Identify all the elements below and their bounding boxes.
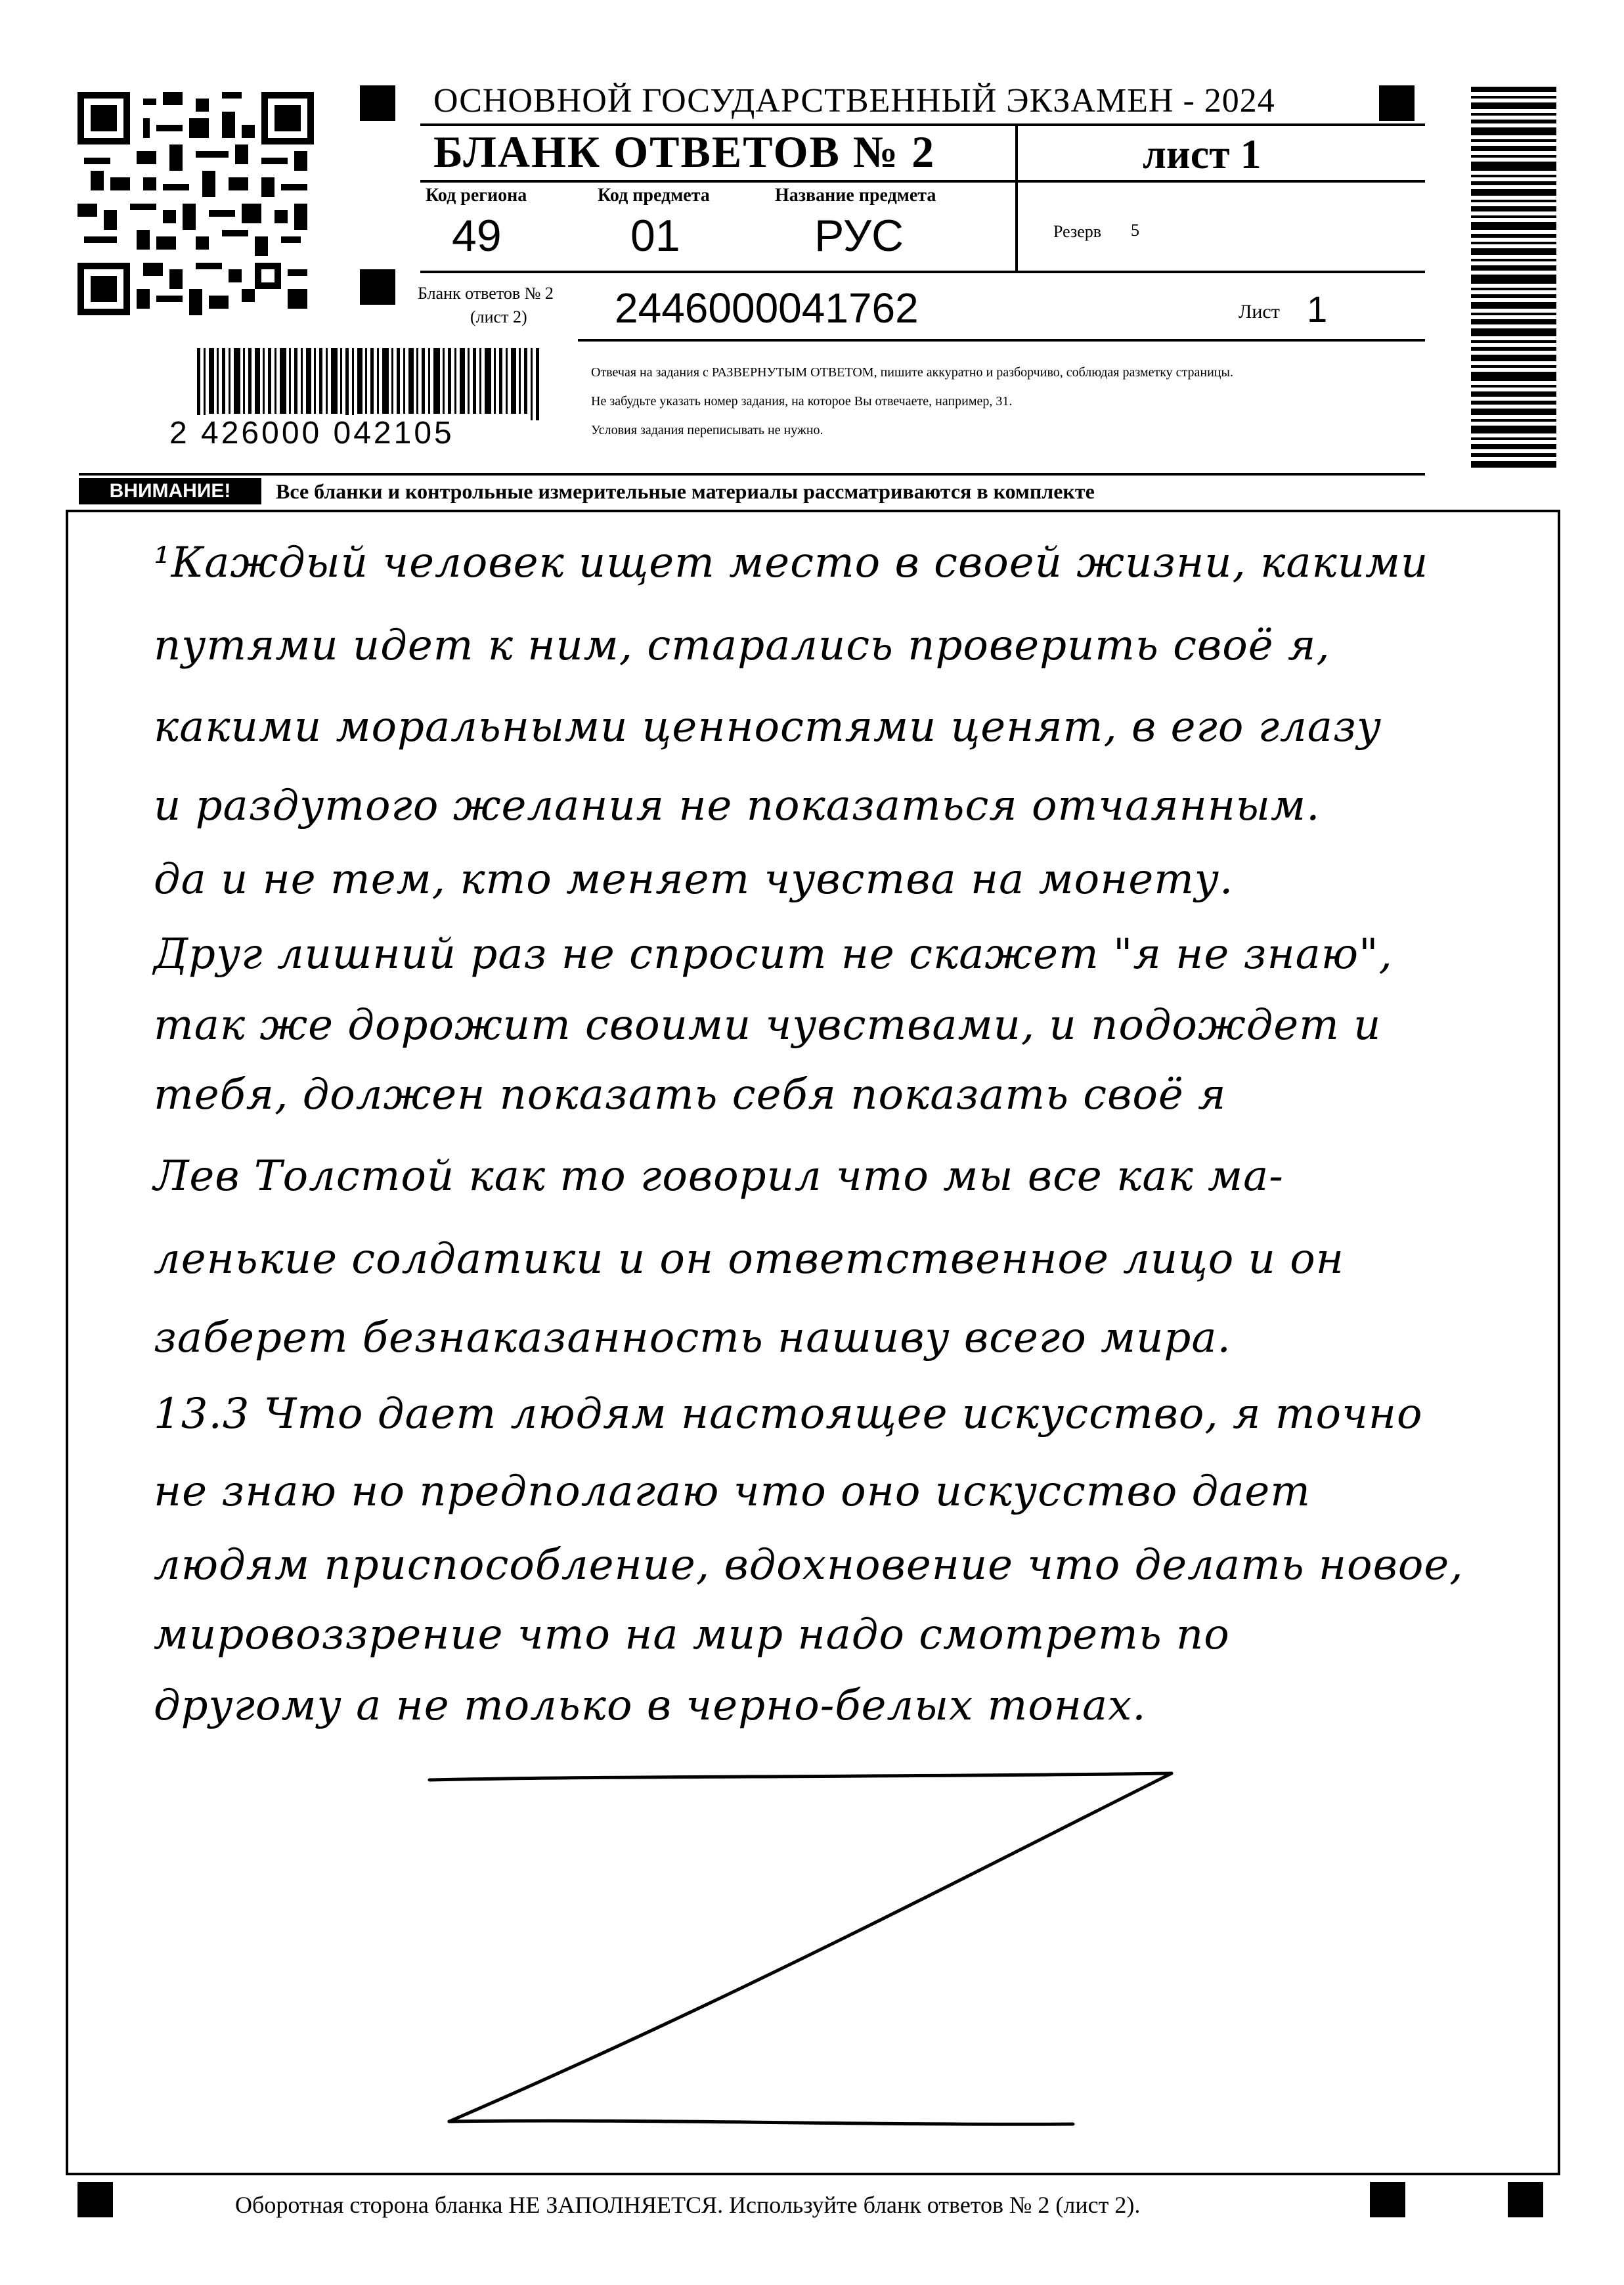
blank-number: 2446000041762 <box>615 284 919 332</box>
marker-square-top-right <box>1379 85 1415 121</box>
marker-square-bottom-left <box>77 2182 113 2217</box>
list-value: 1 <box>1307 288 1328 330</box>
reserve-value: 5 <box>1131 221 1139 240</box>
subject-code-value: 01 <box>630 211 680 261</box>
answer-line: какими моральными ценностями ценят, в его глазу <box>154 703 1382 751</box>
list-label: Лист <box>1239 301 1280 322</box>
answer-line: тебя, должен показать себя показать своё я <box>154 1071 1227 1119</box>
answer-line: мировоззрение что на мир надо смотреть по <box>154 1610 1230 1659</box>
subject-name-value: РУС <box>814 211 904 261</box>
header-divider-2 <box>420 180 1425 183</box>
answer-line: и раздутого желания не показаться отчаянным. <box>154 782 1321 830</box>
answer-line: не знаю но предполагаю что оно искусство дает <box>154 1467 1311 1516</box>
sheet-label: лист 1 <box>1143 131 1262 177</box>
header-divider-3 <box>420 271 1425 273</box>
subject-code-label: Код предмета <box>598 185 710 206</box>
subject-name-label: Название предмета <box>775 185 936 206</box>
header-vertical-divider <box>1015 125 1018 272</box>
answer-line: путями идет к ним, старались проверить своё я, <box>154 621 1330 670</box>
answer-line: Друг лишний раз не спросит не скажет "я не знаю", <box>154 930 1393 979</box>
answer-line: да и не тем, кто меняет чувства на монету. <box>154 855 1234 904</box>
blank-title: БЛАНК ОТВЕТОВ № 2 <box>433 127 936 177</box>
answer-area <box>66 510 1560 2175</box>
blank-ref-sheet: (лист 2) <box>470 307 527 326</box>
answer-line: Лев Толстой как то говорил что мы все как ма- <box>154 1152 1284 1201</box>
answer-line: ¹Каждый человек ищет место в своей жизни, какими <box>154 539 1429 587</box>
attention-top-rule <box>79 473 1425 476</box>
marker-square-bottom-mid <box>1370 2182 1405 2217</box>
qr-code <box>77 92 314 315</box>
reserve-label: Резерв <box>1053 222 1102 241</box>
z-strike-mark <box>344 1760 1263 2141</box>
footer-text: Оборотная сторона бланка НЕ ЗАПОЛНЯЕТСЯ. Используйте бланк ответов № 2 (лист 2). <box>235 2192 1141 2218</box>
blank-ref-label: Бланк ответов № 2 <box>418 284 554 303</box>
header-divider-4 <box>578 339 1425 342</box>
barcode-number: 2 426000 042105 <box>169 416 454 451</box>
barcode <box>197 348 545 420</box>
exam-title: ОСНОВНОЙ ГОСУДАРСТВЕННЫЙ ЭКЗАМЕН - 2024 <box>433 82 1275 120</box>
notice-line-1: Отвечая на задания с РАЗВЕРНУТЫМ ОТВЕТОМ, пишите аккуратно и разборчиво, соблюдая разметку страницы. <box>591 365 1233 380</box>
region-value: 49 <box>452 211 502 261</box>
notice-line-3: Условия задания переписывать не нужно. <box>591 423 823 437</box>
marker-square-mid-left <box>360 269 395 305</box>
region-label: Код региона <box>426 185 527 206</box>
answer-line: людям приспособление, вдохновение что делать новое, <box>154 1541 1464 1589</box>
notice-line-2: Не забудьте указать номер задания, на которое Вы отвечаете, например, 31. <box>591 394 1013 409</box>
answer-line: 13.3 Что дает людям настоящее искусство, я точно <box>154 1390 1423 1438</box>
answer-line: другому а не только в черно-белых тонах. <box>154 1681 1147 1730</box>
side-barcode <box>1471 87 1556 472</box>
answer-line: так же дорожит своими чувствами, и подождет и <box>154 1001 1382 1050</box>
answer-line: ленькие солдатики и он ответственное лицо и он <box>154 1235 1344 1283</box>
marker-square-bottom-right <box>1508 2182 1543 2217</box>
attention-text: Все бланки и контрольные измерительные материалы рассматриваются в комплекте <box>276 479 1095 503</box>
attention-badge: ВНИМАНИЕ! <box>79 478 261 504</box>
answer-line: заберет безнаказанность нашиву всего мира. <box>154 1314 1231 1362</box>
marker-square-top-left <box>360 85 395 121</box>
